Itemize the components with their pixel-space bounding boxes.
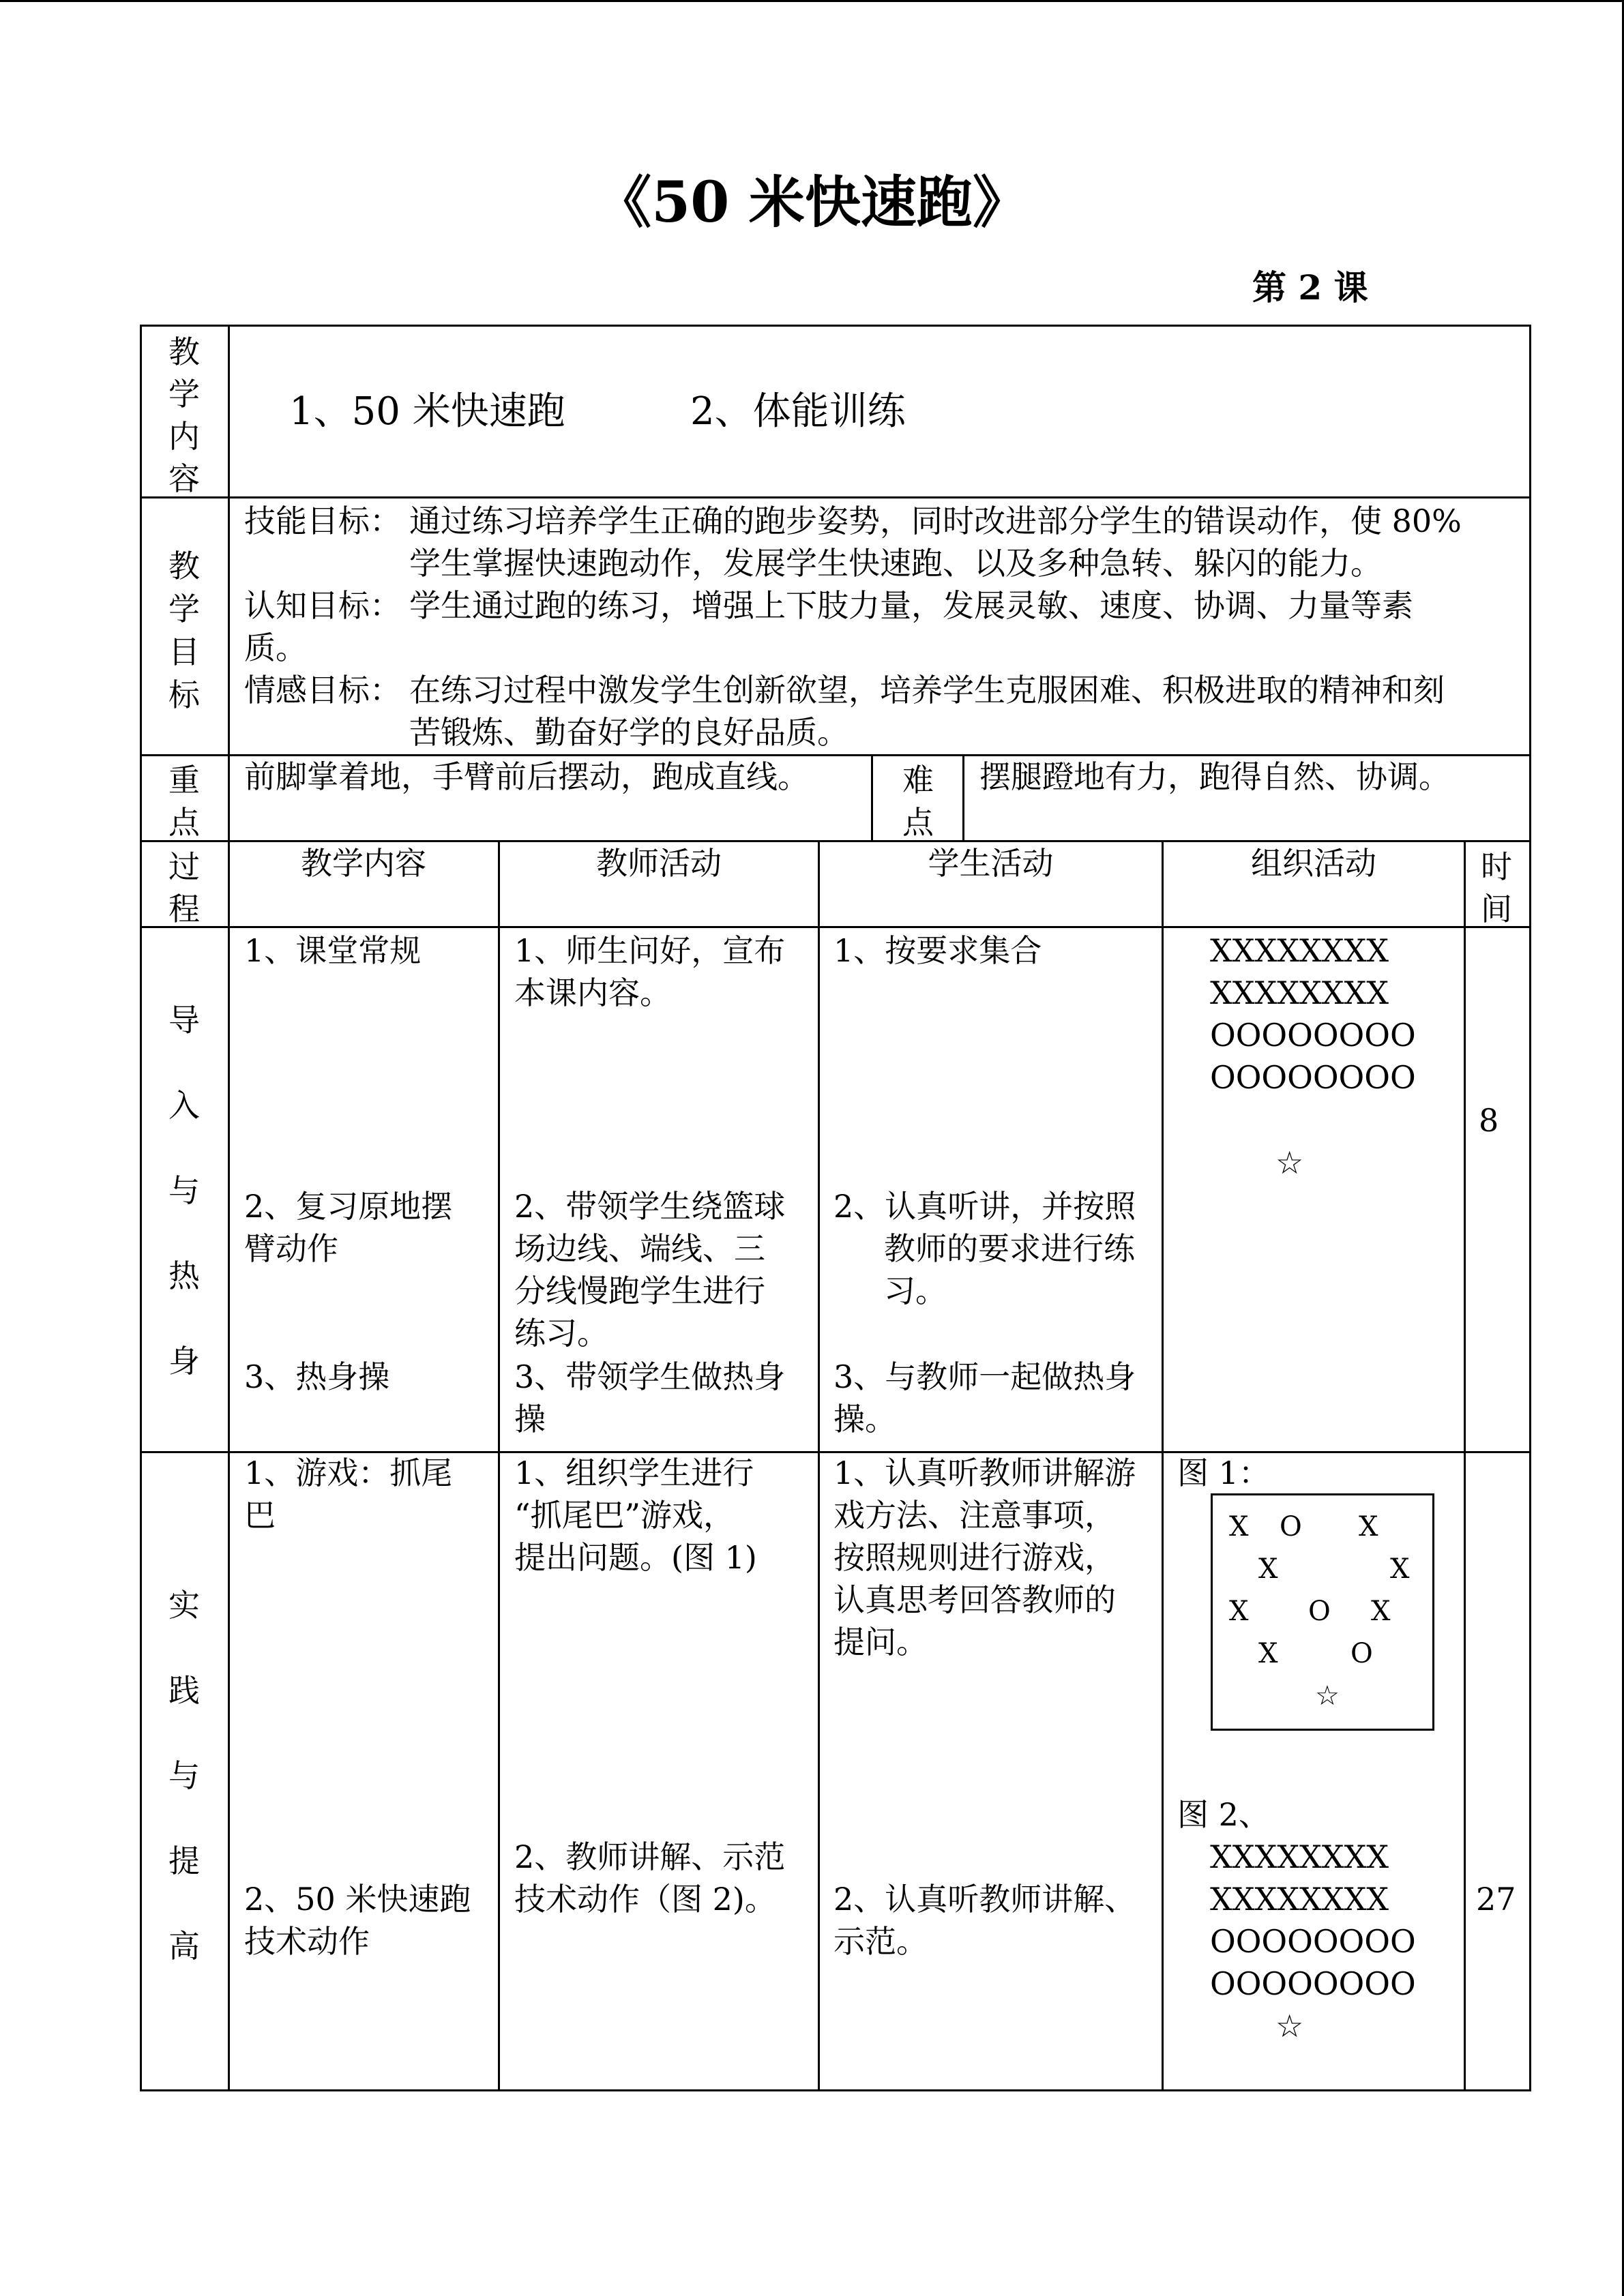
practice-teacher-line: 1、组织学生进行	[514, 1455, 754, 1491]
player-x-icon: X	[1258, 1553, 1278, 1585]
player-o-icon: O	[1350, 1638, 1373, 1669]
formation-row: OOOOOOOO	[1210, 1059, 1416, 1096]
figure-2-label: 图 2、	[1177, 1796, 1270, 1833]
content-item-2: 2、体能训练	[690, 389, 906, 434]
row-line-bottom	[140, 2089, 1531, 2091]
cognitive-goal-line: 学生通过跑的练习，增强上下肢力量，发展灵敏、速度、协调、力量等素	[409, 587, 1413, 624]
column-divider-student	[818, 840, 820, 2091]
formation-row: OOOOOOOO	[1210, 1017, 1416, 1054]
warmup-label-char: 导	[168, 1002, 200, 1039]
practice-teacher-line: “抓尾巴”游戏，	[514, 1497, 735, 1534]
warmup-student-line: 2、认真听讲，并按照	[833, 1188, 1136, 1225]
practice-student-line: 1、认真听教师讲解游	[833, 1455, 1136, 1491]
player-x-icon: X	[1359, 1511, 1378, 1542]
page-border-top	[0, 0, 1624, 2]
key-label-char: 点	[168, 804, 200, 841]
practice-time: 27	[1476, 1881, 1516, 1918]
row-line-top	[140, 325, 1531, 327]
practice-student-line: 按照规则进行游戏，	[833, 1539, 1116, 1576]
key-point-text: 前脚掌着地，手臂前后摆动，跑成直线。	[244, 758, 809, 795]
practice-label-char: 高	[168, 1928, 200, 1965]
cognitive-goal-line: 质。	[244, 629, 307, 666]
formation-row: XXXXXXXX	[1210, 1838, 1389, 1875]
formation-row: OOOOOOOO	[1210, 1923, 1416, 1960]
table-border-left	[140, 325, 142, 2091]
warmup-teacher-line: 分线慢跑学生进行	[514, 1272, 765, 1309]
content-label-char: 教	[168, 333, 200, 370]
skill-goal-line: 通过练习培养学生正确的跑步姿势，同时改进部分学生的错误动作，使 80%	[409, 503, 1462, 539]
warmup-student-line: 1、按要求集合	[833, 932, 1042, 969]
figure-1-label: 图 1：	[1177, 1455, 1270, 1491]
warmup-teacher-line: 3、带领学生做热身	[514, 1358, 786, 1395]
practice-student-line: 戏方法、注意事项，	[833, 1497, 1116, 1534]
emotion-goal-line: 苦锻炼、勤奋好学的良好品质。	[409, 714, 848, 751]
teacher-star-icon: ☆	[1275, 2008, 1304, 2044]
warmup-student-line: 习。	[884, 1272, 947, 1309]
formation-row: OOOOOOOO	[1210, 1965, 1416, 2002]
time-label-char: 时	[1481, 848, 1512, 885]
content-label-char: 容	[168, 460, 200, 497]
practice-student-line: 提问。	[833, 1624, 928, 1660]
practice-content-line: 技术动作	[244, 1923, 370, 1960]
warmup-content-line: 1、课堂常规	[244, 932, 422, 969]
player-o-icon: O	[1308, 1596, 1331, 1627]
header-teacher: 教师活动	[596, 845, 722, 882]
warmup-teacher-line: 操	[514, 1401, 546, 1437]
formation-row: XXXXXXXX	[1210, 974, 1389, 1011]
practice-teacher-line: 技术动作（图 2)。	[514, 1881, 776, 1918]
warmup-label-char: 热	[168, 1257, 200, 1294]
warmup-content-line: 臂动作	[244, 1230, 338, 1267]
practice-teacher-line: 2、教师讲解、示范	[514, 1838, 786, 1875]
difficulty-text: 摆腿蹬地有力，跑得自然、协调。	[979, 758, 1450, 795]
goals-label-char: 目	[168, 633, 200, 670]
warmup-teacher-line: 本课内容。	[514, 974, 671, 1011]
time-label-char: 间	[1481, 891, 1512, 927]
warmup-label-char: 与	[168, 1172, 200, 1209]
player-x-icon: X	[1390, 1553, 1410, 1585]
warmup-content-line: 2、复习原地摆	[244, 1188, 453, 1225]
practice-label-char: 实	[168, 1587, 200, 1624]
process-label-char: 过	[168, 848, 200, 885]
practice-student-line: 示范。	[833, 1923, 928, 1960]
practice-student-line: 认真思考回答教师的	[833, 1581, 1116, 1618]
practice-student-line: 2、认真听教师讲解、	[833, 1881, 1136, 1918]
lesson-number: 第 2 课	[1252, 267, 1368, 308]
player-o-icon: O	[1280, 1511, 1302, 1542]
practice-label-char: 践	[168, 1672, 200, 1709]
content-item-1: 1、50 米快速跑	[289, 389, 565, 434]
warmup-teacher-line: 场边线、端线、三	[514, 1230, 765, 1267]
key-row-divider-b	[962, 754, 964, 841]
formation-row: XXXXXXXX	[1210, 1881, 1389, 1918]
goals-label-char: 标	[168, 676, 200, 713]
goals-label-char: 学	[168, 591, 200, 627]
skill-goal-line: 学生掌握快速跑动作，发展学生快速跑、以及多种急转、躲闪的能力。	[409, 545, 1382, 582]
skill-goal-label: 技能目标：	[244, 503, 401, 539]
practice-content-line: 巴	[244, 1497, 276, 1534]
difficulty-label-char: 难	[902, 762, 934, 799]
warmup-teacher-line: 1、师生问好，宣布	[514, 932, 786, 969]
header-organization: 组织活动	[1251, 845, 1376, 882]
label-column-divider	[228, 325, 230, 2091]
formation-row: XXXXXXXX	[1210, 932, 1389, 969]
difficulty-label-char: 点	[902, 804, 934, 841]
row-line-1	[140, 496, 1531, 498]
key-row-divider-a	[871, 754, 873, 841]
warmup-student-line: 操。	[833, 1401, 896, 1437]
table-border-right	[1529, 325, 1531, 2091]
header-content: 教学内容	[301, 845, 426, 882]
column-divider-time	[1464, 840, 1466, 2091]
key-label-char: 重	[168, 762, 200, 799]
goals-label-char: 教	[168, 548, 200, 584]
cognitive-goal-label: 认知目标：	[244, 587, 401, 624]
practice-label-char: 提	[168, 1843, 200, 1879]
process-label-char: 程	[168, 891, 200, 927]
emotion-goal-label: 情感目标：	[244, 672, 401, 709]
warmup-teacher-line: 2、带领学生绕篮球	[514, 1188, 786, 1225]
content-label-char: 内	[168, 418, 200, 455]
player-x-icon: X	[1229, 1596, 1249, 1627]
warmup-student-line: 3、与教师一起做热身	[833, 1358, 1136, 1395]
row-line-4	[140, 926, 1531, 928]
practice-content-line: 1、游戏：抓尾	[244, 1455, 453, 1491]
warmup-time: 8	[1479, 1102, 1499, 1139]
teacher-star-icon: ☆	[1275, 1144, 1304, 1181]
teacher-star-icon: ☆	[1315, 1680, 1340, 1712]
player-x-icon: X	[1371, 1596, 1391, 1627]
player-x-icon: X	[1258, 1638, 1278, 1669]
column-divider-teacher	[498, 840, 500, 2091]
warmup-content-line: 3、热身操	[244, 1358, 390, 1395]
emotion-goal-line: 在练习过程中激发学生创新欲望，培养学生克服困难、积极进取的精神和刻	[409, 672, 1445, 709]
practice-teacher-line: 提出问题。(图 1)	[514, 1539, 757, 1576]
header-student: 学生活动	[928, 845, 1054, 882]
column-divider-organization	[1162, 840, 1164, 2091]
player-x-icon: X	[1229, 1511, 1249, 1542]
practice-label-char: 与	[168, 1757, 200, 1794]
warmup-label-char: 入	[168, 1087, 200, 1124]
content-label-char: 学	[168, 376, 200, 413]
document-title: 《50 米快速跑》	[595, 170, 1029, 235]
warmup-label-char: 身	[168, 1343, 200, 1380]
warmup-student-line: 教师的要求进行练	[884, 1230, 1135, 1267]
practice-content-line: 2、50 米快速跑	[244, 1881, 471, 1918]
warmup-teacher-line: 练习。	[514, 1315, 608, 1352]
